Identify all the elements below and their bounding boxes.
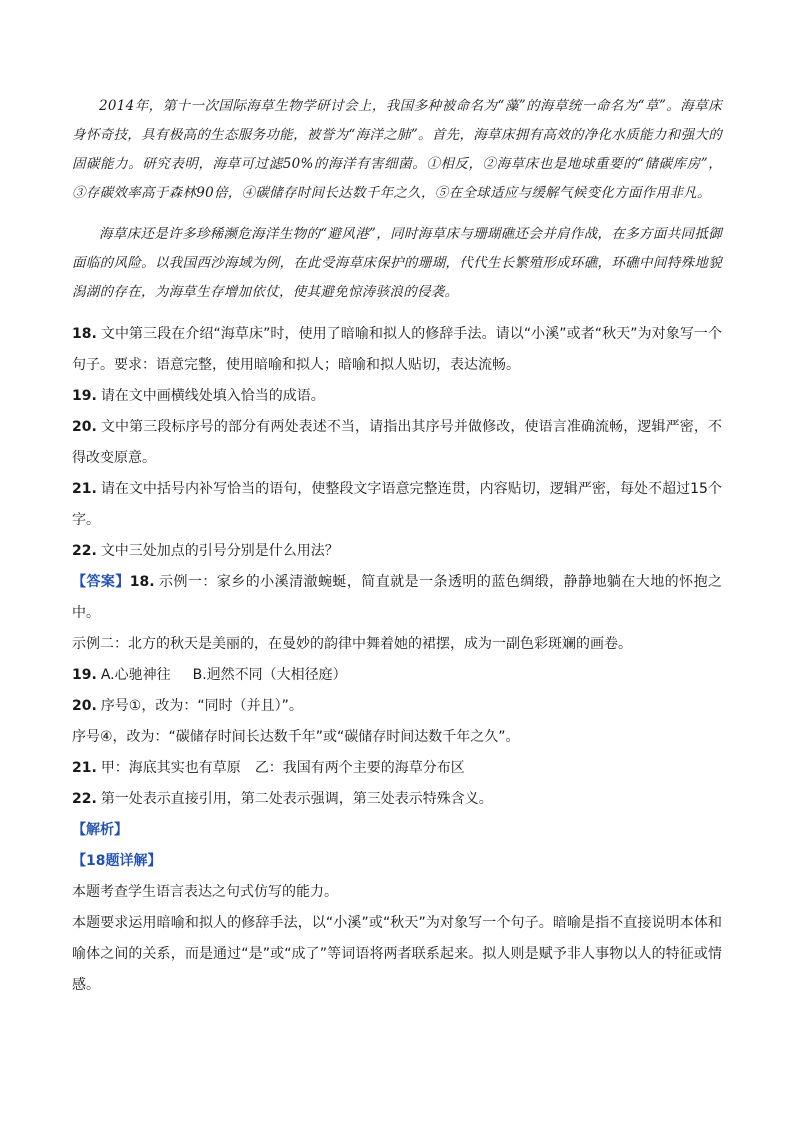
question-text: 请在文中画横线处填入恰当的成语。 [100, 388, 325, 404]
answer-21 [72, 753, 722, 784]
passage-paragraph-1: 2014年，第十一次国际海草生物学研讨会上，我国多种被命名为“藻”的海草统一命名为“草”。海草床身怀奇技，具有极高的生态服务功能，被誉为“海洋之肺”。首先，海草床拥有高效的净化水质能力和强大的固碳能力。研究表明，海草可过滤50%的海洋有害细菌。①相反，②海草床也是地球重要的“储碳库房”，③存碳效率高于森林90倍，④碳储存时间长达数千年之久，⑤在全球适应与缓解气候变化方面作用非凡。 [72, 98, 722, 201]
answer-number: 18. [129, 574, 155, 590]
question-number: 18. [72, 326, 97, 342]
question-19 [72, 381, 722, 412]
question-18 [72, 319, 722, 381]
answer-20-line-2: 序号④，改为：“碳储存时间长达数千年”或“碳储存时间达数千年之久”。 [72, 729, 520, 745]
answer-number: 20. [72, 698, 97, 714]
question-text: 文中第三段标序号的部分有两处表述不当，请指出其序号并做修改，使语言准确流畅，逻辑严密，不得改变原意。 [72, 419, 722, 466]
questions-section [72, 319, 722, 567]
answer-19-option-a: A.心驰神往 [100, 667, 171, 683]
answer-21-yi: 乙：我国有两个主要的海草分布区 [254, 760, 465, 776]
question-20 [72, 412, 722, 474]
question-number: 19. [72, 388, 97, 404]
answer-tag: 【答案】 [72, 574, 130, 590]
answer-22 [72, 784, 722, 815]
answer-20-line-1 [72, 691, 722, 722]
answer-21-jia: 甲：海底其实也有草原 [100, 760, 241, 776]
answer-text: 第一处表示直接引用，第二处表示强调，第三处表示特殊含义。 [100, 791, 493, 807]
question-text: 请在文中括号内补写恰当的语句，使整段文字语意完整连贯，内容贴切，逻辑严密，每处不超过15个字。 [72, 481, 722, 528]
answer-18-line-2: 示例二：北方的秋天是美丽的，在曼妙的韵律中舞着她的裙摆，成为一副色彩斑斓的画卷。 [72, 636, 632, 652]
answer-section [72, 567, 722, 815]
analysis-line-2: 本题要求运用暗喻和拟人的修辞手法，以“小溪”或“秋天”为对象写一个句子。暗喻是指不直接说明本体和喻体之间的关系，而是通过“是”或“成了”等词语将两者联系起来。拟人则是赋予非人事物以人的特征或情感。 [72, 915, 722, 993]
answer-19-option-b: B.迥然不同（大相径庭） [192, 667, 347, 683]
answer-number: 19. [72, 667, 97, 683]
question-text: 文中三处加点的引号分别是什么用法？ [100, 543, 339, 559]
question-number: 22. [72, 543, 97, 559]
question-21 [72, 474, 722, 536]
answer-number: 22. [72, 791, 97, 807]
analysis-tag: 【解析】 [72, 822, 128, 838]
detail-tag: 【18题详解】 [72, 853, 162, 869]
question-text: 文中第三段在介绍“海草床”时，使用了暗喻和拟人的修辞手法。请以“小溪”或者“秋天”为对象写一个句子。要求：语意完整，使用暗喻和拟人；暗喻和拟人贴切，表达流畅。 [72, 326, 722, 373]
detail-heading [72, 846, 722, 877]
analysis-heading [72, 815, 722, 846]
answer-18-line-1 [72, 567, 722, 629]
answer-19 [72, 660, 722, 691]
question-number: 20. [72, 419, 97, 435]
document-page [72, 92, 722, 1001]
question-number: 21. [72, 481, 97, 497]
passage [72, 92, 722, 307]
answer-text: 示例一：家乡的小溪清澈蜿蜒，简直就是一条透明的蓝色绸缎，静静地躺在大地的怀抱之中。 [72, 574, 723, 621]
passage-paragraph-2: 海草床还是许多珍稀濒危海洋生物的“避风港”，同时海草床与珊瑚礁还会并肩作战，在多方面共同抵御面临的风险。以我国西沙海域为例，在此受海草床保护的珊瑚，代代生长繁殖形成环礁，环礁中间特殊地貌潟湖的存在，为海草生存增加依仗，使其避免惊涛骇浪的侵袭。 [72, 226, 722, 300]
answer-number: 21. [72, 760, 97, 776]
answer-text: 序号①，改为：“同时（并且）”。 [100, 698, 303, 714]
analysis-section [72, 815, 722, 1001]
analysis-line-1: 本题考查学生语言表达之句式仿写的能力。 [72, 884, 338, 900]
question-22 [72, 536, 722, 567]
